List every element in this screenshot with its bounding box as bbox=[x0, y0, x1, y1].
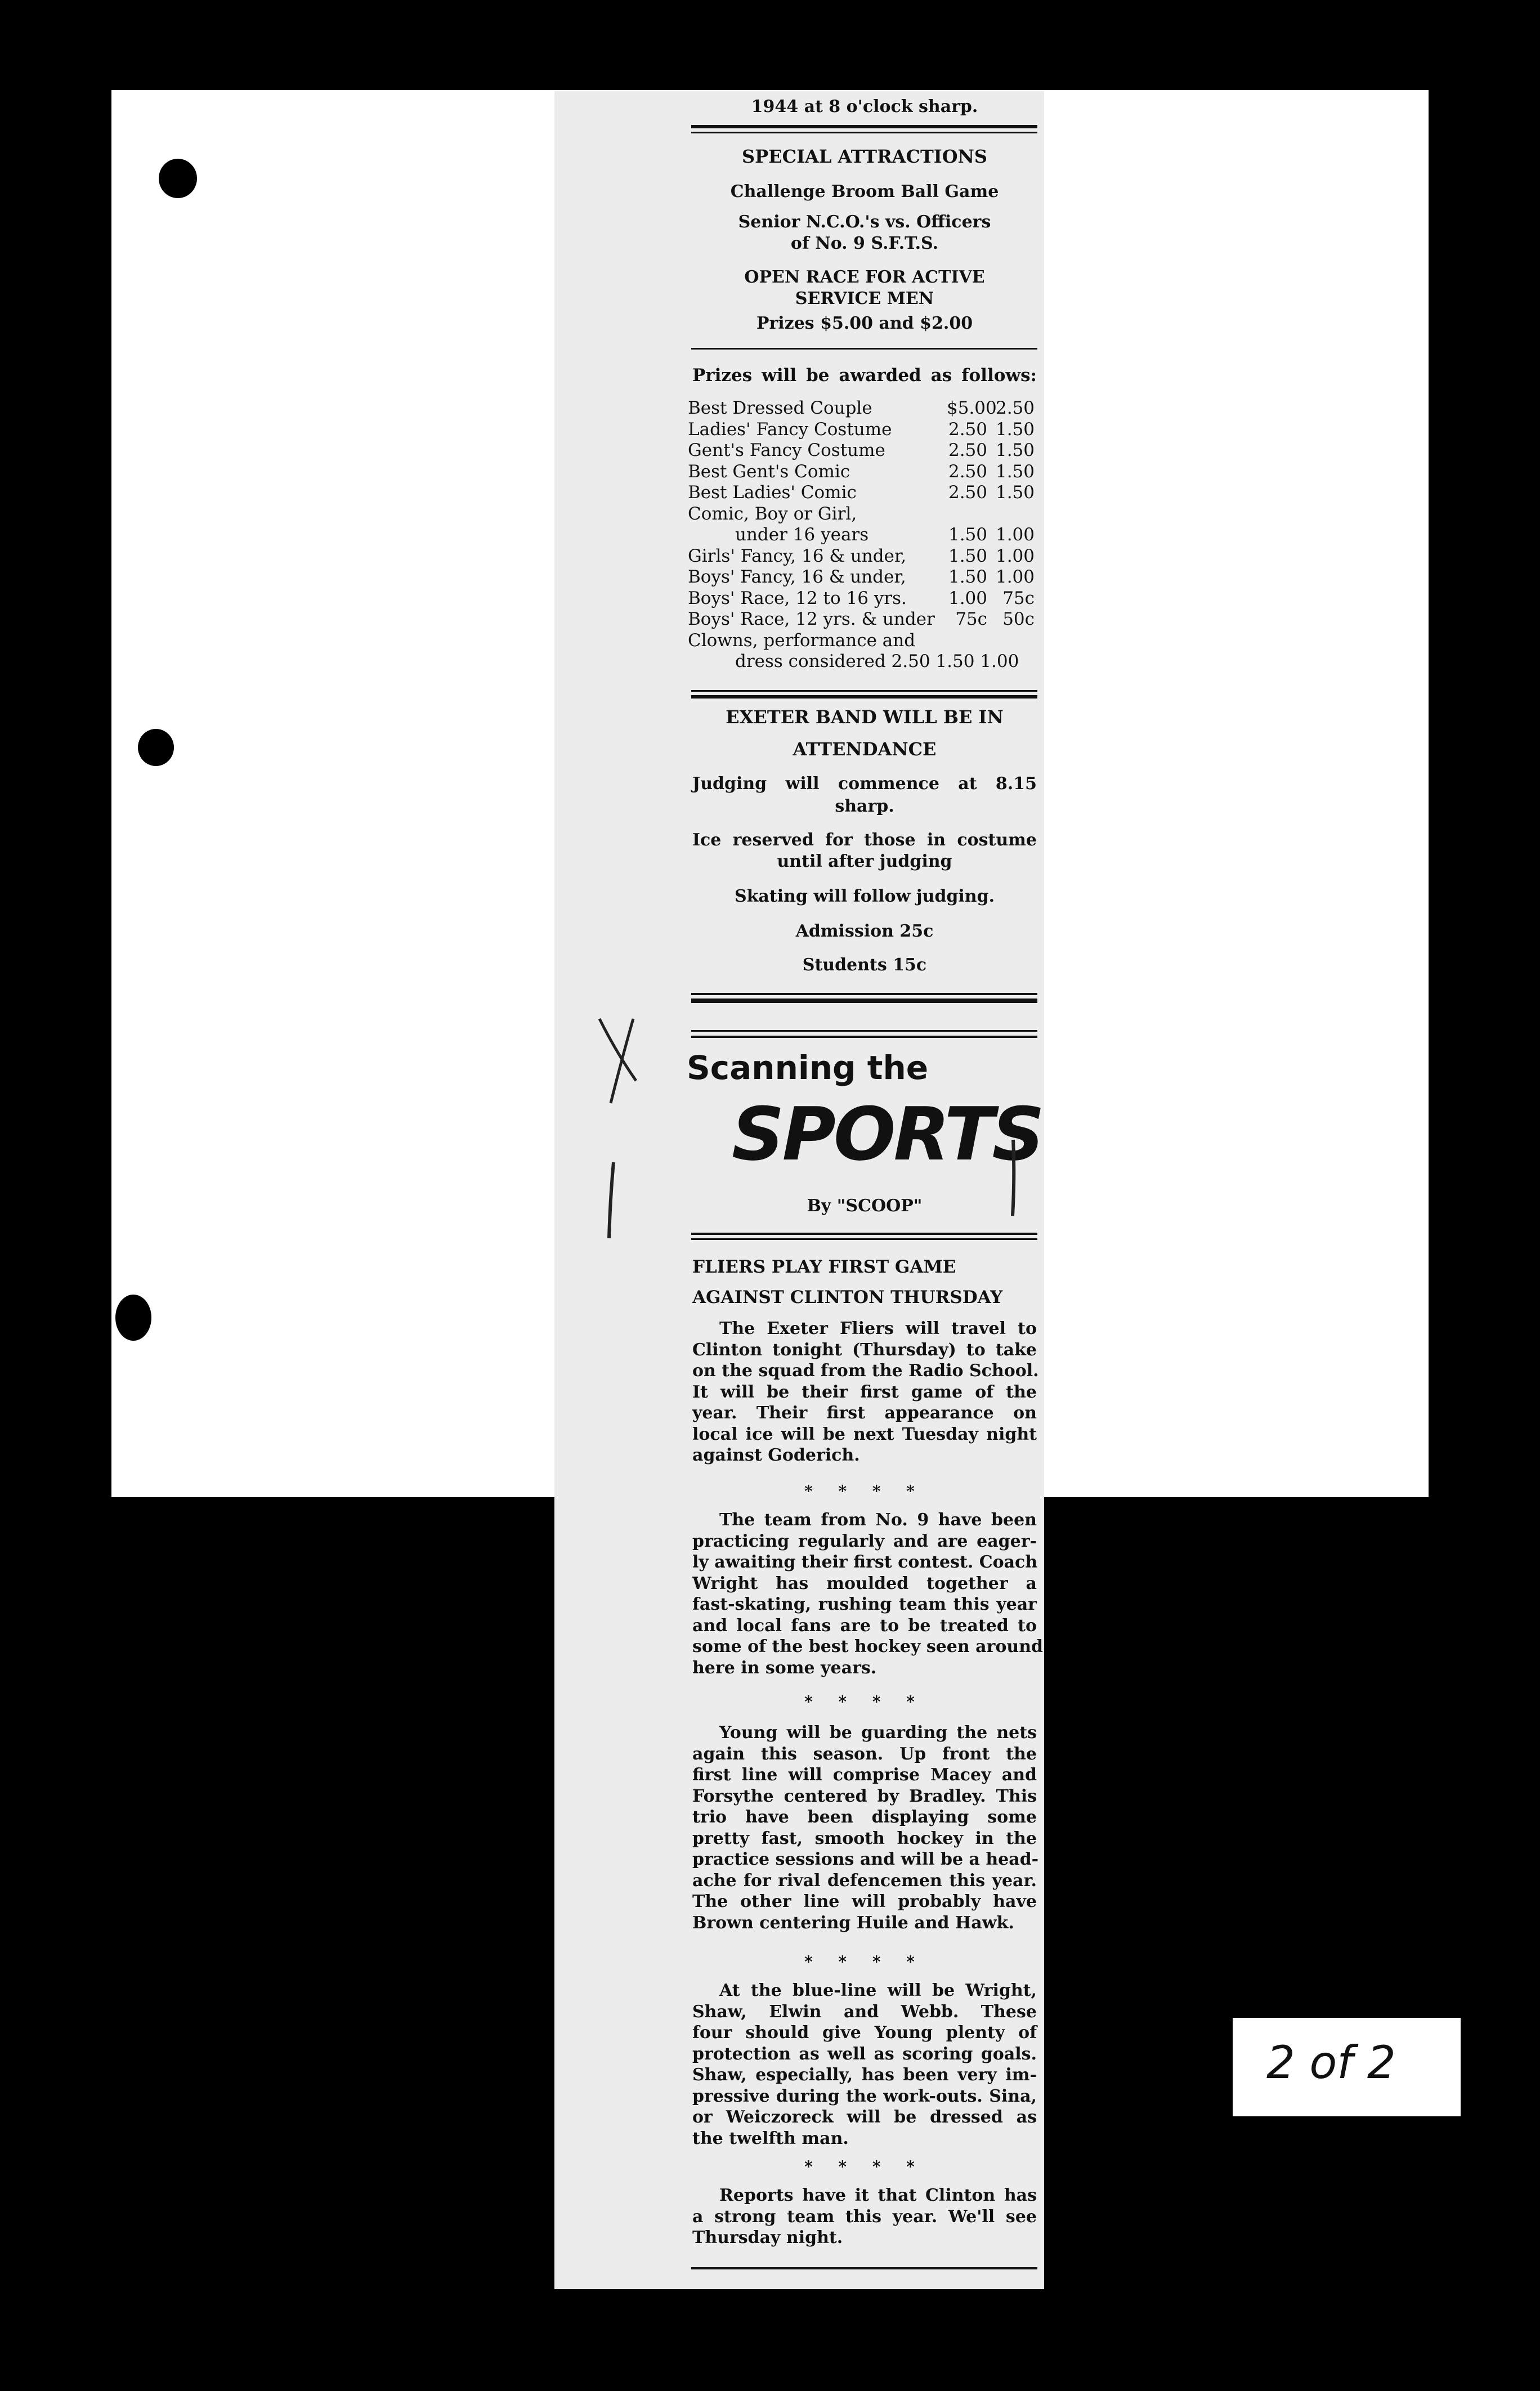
separator: * * * * bbox=[804, 1482, 925, 1501]
paragraph-line: first line will comprise Macey and bbox=[692, 1765, 1037, 1785]
paragraph-line: against Goderich. bbox=[692, 1445, 860, 1465]
prize-first: 2.50 bbox=[948, 482, 987, 503]
top-line: 1944 at 8 o'clock sharp. bbox=[751, 97, 978, 117]
paragraph-line: Clinton tonight (Thursday) to take bbox=[692, 1340, 1037, 1360]
rule bbox=[691, 690, 1037, 692]
prize-category: Comic, Boy or Girl, bbox=[688, 503, 857, 524]
paragraph-line: practice sessions and will be a head- bbox=[692, 1850, 1039, 1869]
attractions-line: Prizes $5.00 and $2.00 bbox=[756, 314, 973, 333]
prize-second: 75c bbox=[1002, 588, 1035, 608]
attractions-line: of No. 9 S.F.T.S. bbox=[790, 234, 939, 253]
paragraph-line: The other line will probably have bbox=[692, 1892, 1037, 1911]
rule bbox=[691, 348, 1037, 350]
paragraph-line: Shaw, especially, has been very im- bbox=[692, 2065, 1037, 2085]
headline: FLIERS PLAY FIRST GAME bbox=[692, 1257, 956, 1277]
prize-category: Best Dressed Couple bbox=[688, 398, 872, 418]
paragraph-line: practicing regularly and are eager- bbox=[692, 1531, 1037, 1551]
students-line: Students 15c bbox=[802, 955, 927, 975]
prize-first: 1.00 bbox=[948, 588, 987, 608]
prize-category: Boys' Race, 12 to 16 yrs. bbox=[688, 588, 907, 608]
rule bbox=[691, 1036, 1037, 1038]
judging-line: Judging will commence at 8.15 bbox=[692, 774, 1037, 794]
attractions-line: OPEN RACE FOR ACTIVE bbox=[744, 267, 985, 287]
rule bbox=[691, 695, 1037, 699]
paragraph-line: here in some years. bbox=[692, 1658, 877, 1678]
prize-second: 1.50 bbox=[995, 419, 1035, 440]
paragraph-line: Forsythe centered by Bradley. This bbox=[692, 1786, 1037, 1806]
paragraph-line: It will be their first game of the bbox=[692, 1382, 1037, 1402]
pencil-tick-mark bbox=[1005, 1137, 1022, 1221]
prize-first: 2.50 bbox=[948, 419, 987, 440]
paragraph-line: on the squad from the Radio School. bbox=[692, 1361, 1039, 1381]
skating-line: Skating will follow judging. bbox=[734, 886, 995, 906]
page-tag-text: 2 of 2 bbox=[1266, 2036, 1396, 2089]
attractions-line: SERVICE MEN bbox=[795, 289, 934, 308]
binder-hole-middle bbox=[138, 729, 174, 766]
admission-line: Admission 25c bbox=[795, 921, 934, 941]
ice-line: until after judging bbox=[777, 852, 952, 871]
paragraph-line: four should give Young plenty of bbox=[692, 2023, 1037, 2043]
paragraph-line: trio have been displaying some bbox=[692, 1807, 1037, 1827]
prize-second: 50c bbox=[1002, 609, 1035, 629]
paragraph-line: ly awaiting their first contest. Coach bbox=[692, 1552, 1038, 1572]
prize-category: Gent's Fancy Costume bbox=[688, 440, 885, 460]
separator: * * * * bbox=[804, 1692, 925, 1711]
judging-line: sharp. bbox=[835, 796, 894, 816]
separator: * * * * bbox=[804, 2157, 925, 2176]
prize-category: Boys' Fancy, 16 & under, bbox=[688, 567, 906, 587]
paragraph-line: fast-skating, rushing team this year bbox=[692, 1595, 1037, 1614]
paragraph-line: Shaw, Elwin and Webb. These bbox=[692, 2002, 1037, 2022]
prize-first: $5.00 bbox=[947, 398, 997, 418]
paragraph-line: the twelfth man. bbox=[692, 2128, 849, 2148]
prize-row: dress considered 2.50 1.50 1.00 bbox=[735, 651, 1019, 671]
paragraph-line: a strong team this year. We'll see bbox=[692, 2206, 1037, 2227]
prize-first: 2.50 bbox=[948, 440, 987, 460]
attractions-title: SPECIAL ATTRACTIONS bbox=[742, 146, 987, 167]
rule bbox=[691, 1238, 1037, 1240]
binder-hole-bottom bbox=[115, 1295, 151, 1341]
paragraph-line: pretty fast, smooth hockey in the bbox=[692, 1828, 1037, 1848]
attractions-line: Challenge Broom Ball Game bbox=[730, 182, 999, 202]
paragraph-line: pressive during the work-outs. Sina, bbox=[692, 2086, 1037, 2106]
paragraph-line: again this season. Up front the bbox=[692, 1744, 1037, 1764]
prize-category: Clowns, performance and bbox=[688, 630, 916, 651]
rule bbox=[691, 1030, 1037, 1032]
byline: By "SCOOP" bbox=[807, 1196, 923, 1216]
pencil-x-mark bbox=[594, 1013, 644, 1109]
rule bbox=[691, 2267, 1037, 2269]
rule bbox=[691, 125, 1037, 128]
prizes-intro: Prizes will be awarded as follows: bbox=[692, 365, 1037, 386]
prize-second: 1.00 bbox=[995, 525, 1035, 545]
prize-category: Girls' Fancy, 16 & under, bbox=[688, 545, 907, 566]
prize-category: Best Ladies' Comic bbox=[688, 482, 857, 503]
prize-first: 2.50 bbox=[948, 461, 987, 482]
binder-hole-top bbox=[159, 159, 197, 198]
rule bbox=[691, 132, 1037, 133]
prize-second: 1.00 bbox=[995, 545, 1035, 566]
paragraph-line: The Exeter Fliers will travel to bbox=[719, 1319, 1037, 1338]
prize-category: Boys' Race, 12 yrs. & under bbox=[688, 609, 935, 629]
paragraph-line: Wright has moulded together a bbox=[692, 1573, 1037, 1593]
prize-first: 1.50 bbox=[948, 567, 987, 587]
prize-category: under 16 years bbox=[735, 525, 869, 545]
rule bbox=[691, 999, 1037, 1003]
prize-second: 1.00 bbox=[995, 567, 1035, 587]
prize-second: 2.50 bbox=[995, 398, 1035, 418]
paragraph-line: Reports have it that Clinton has bbox=[719, 2186, 1037, 2205]
band-notice: ATTENDANCE bbox=[793, 738, 937, 760]
paragraph-line: Brown centering Huile and Hawk. bbox=[692, 1913, 1014, 1933]
paragraph-line: Thursday night. bbox=[692, 2228, 843, 2247]
prize-second: 1.50 bbox=[995, 461, 1035, 482]
paragraph-line: Young will be guarding the nets bbox=[719, 1723, 1037, 1743]
paragraph-line: or Weiczoreck will be dressed as bbox=[692, 2107, 1037, 2127]
prize-category: Best Gent's Comic bbox=[688, 461, 850, 482]
pencil-tick-mark bbox=[603, 1159, 620, 1244]
page-tag bbox=[1233, 2018, 1461, 2116]
paragraph-line: year. Their first appearance on bbox=[692, 1403, 1037, 1423]
rule bbox=[691, 993, 1037, 995]
ice-line: Ice reserved for those in costume bbox=[692, 830, 1037, 850]
paragraph-line: ache for rival defencemen this year. bbox=[692, 1870, 1037, 1891]
paragraph-line: and local fans are to be treated to bbox=[692, 1615, 1037, 1636]
column-heading: Scanning the bbox=[687, 1049, 929, 1087]
band-notice: EXETER BAND WILL BE IN bbox=[726, 706, 1004, 728]
prize-second: 1.50 bbox=[995, 440, 1035, 460]
paragraph-line: some of the best hockey seen around bbox=[692, 1637, 1043, 1656]
prize-first: 75c bbox=[955, 609, 987, 629]
paragraph-line: local ice will be next Tuesday night bbox=[692, 1424, 1037, 1444]
prize-first: 1.50 bbox=[948, 525, 987, 545]
sports-heading: SPORTS bbox=[732, 1091, 1042, 1177]
separator: * * * * bbox=[804, 1953, 925, 1971]
paragraph-line: protection as well as scoring goals. bbox=[692, 2044, 1037, 2064]
prize-first: 1.50 bbox=[948, 545, 987, 566]
prize-second: 1.50 bbox=[995, 482, 1035, 503]
attractions-line: Senior N.C.O.'s vs. Officers bbox=[738, 212, 991, 232]
rule bbox=[691, 1233, 1037, 1235]
paragraph-line: The team from No. 9 have been bbox=[719, 1510, 1037, 1530]
paragraph-line: At the blue-line will be Wright, bbox=[719, 1981, 1037, 2000]
headline: AGAINST CLINTON THURSDAY bbox=[692, 1287, 1003, 1308]
prize-category: Ladies' Fancy Costume bbox=[688, 419, 892, 440]
